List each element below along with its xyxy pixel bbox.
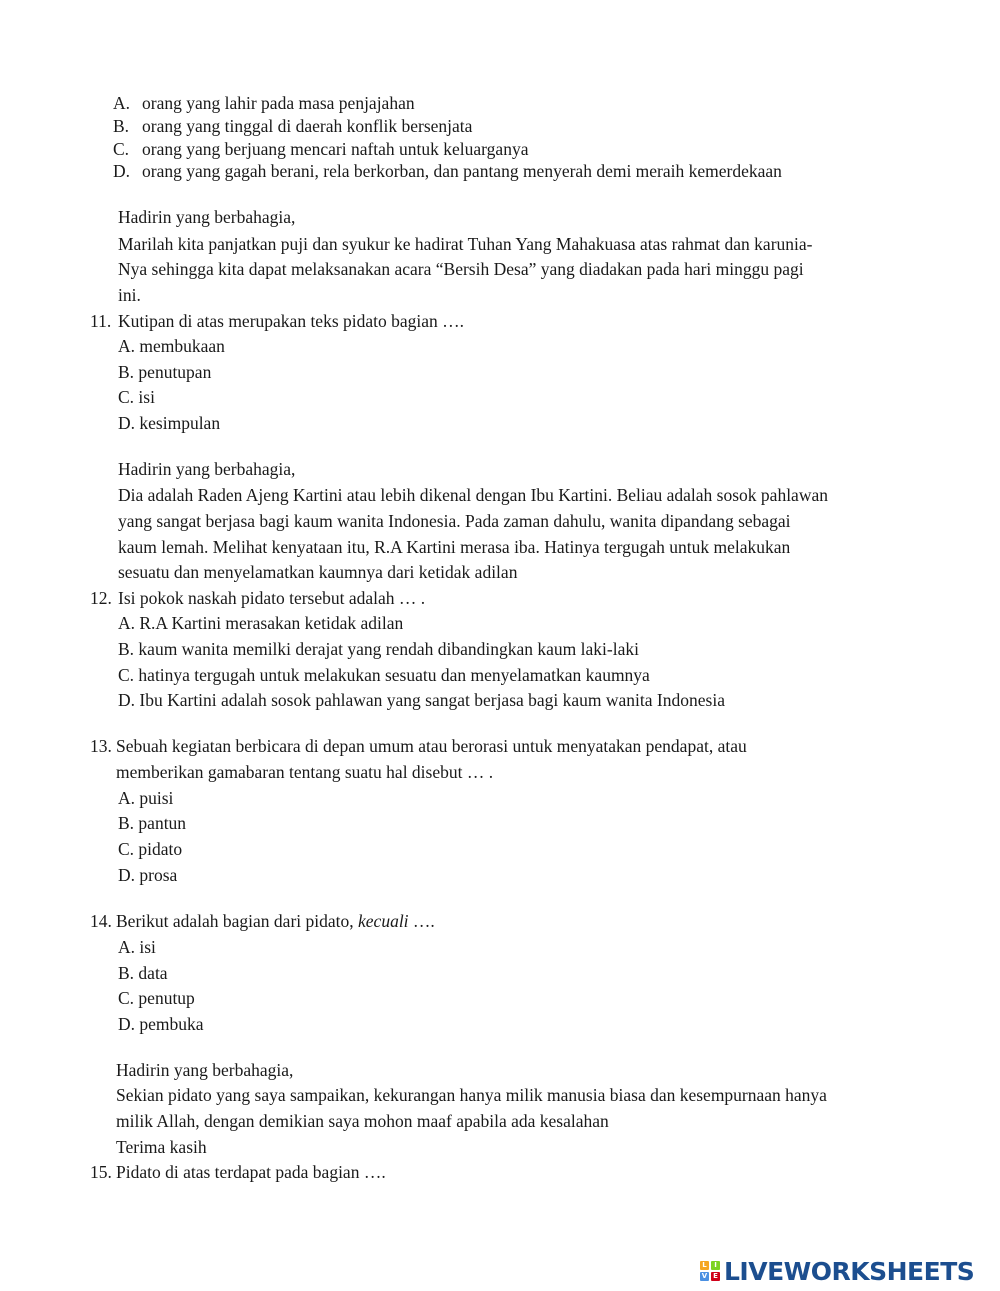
q10-option-b-letter: B. — [113, 116, 130, 136]
q12-option-b[interactable]: B. kaum wanita memilki derajat yang rendah dibandingkan kaum laki-laki — [118, 639, 639, 659]
q15-question: Pidato di atas terdapat pada bagian …. — [116, 1162, 386, 1182]
passage-3-line: Sekian pidato yang saya sampaikan, kekurangan hanya milik manusia biasa dan kesempurnaan hanya — [116, 1085, 827, 1105]
q10-option-d: orang yang gagah berani, rela berkorban, dan pantang menyerah demi meraih kemerdekaan — [142, 161, 782, 181]
passage-1-line: Nya sehingga kita dapat melaksanakan acara “Bersih Desa” yang diadakan pada hari minggu pagi — [118, 259, 804, 279]
logo-mark-e: E — [711, 1272, 720, 1281]
logo-mark-i: I — [711, 1261, 720, 1270]
q14-question — [116, 910, 435, 932]
liveworksheets-logo — [700, 1256, 974, 1286]
logo-mark-v: V — [701, 1272, 708, 1280]
passage-3-line: milik Allah, dengan demikian saya mohon maaf apabila ada kesalahan — [116, 1111, 609, 1131]
q13-number: 13. — [90, 736, 112, 756]
q13-question-line: memberikan gamabaran tentang suatu hal disebut … . — [116, 762, 494, 782]
passage-3-line: Terima kasih — [116, 1137, 207, 1157]
q12-option-c[interactable]: C. hatinya tergugah untuk melakukan sesuatu dan menyelamatkan kaumnya — [118, 665, 650, 685]
q11-option-c[interactable]: C. isi — [118, 387, 155, 407]
passage-2-line: Hadirin yang berbahagia, — [118, 459, 296, 479]
passage-2-line: sesuatu dan menyelamatkan kaumnya dari ketidak adilan — [118, 562, 518, 582]
q14-question-post: …. — [408, 911, 435, 931]
q14-option-b[interactable]: B. data — [118, 963, 168, 983]
q10-option-d-letter: D. — [113, 161, 131, 181]
q10-option-b: orang yang tinggal di daerah konflik bersenjata — [142, 116, 473, 136]
q11-option-b[interactable]: B. penutupan — [118, 362, 212, 382]
q12-number: 12. — [90, 588, 112, 608]
q14-question-pre: Berikut adalah bagian dari pidato, — [116, 911, 359, 931]
q13-option-d[interactable]: D. prosa — [118, 865, 178, 885]
passage-2-line: kaum lemah. Melihat kenyataan itu, R.A Kartini merasa iba. Hatinya tergugah untuk melakukan — [118, 537, 791, 557]
passage-1-line: ini. — [118, 285, 141, 305]
q11-question: Kutipan di atas merupakan teks pidato bagian …. — [118, 311, 465, 331]
q12-option-d[interactable]: D. Ibu Kartini adalah sosok pahlawan yang sangat berjasa bagi kaum wanita Indonesia — [118, 690, 725, 710]
q13-option-b[interactable]: B. pantun — [118, 813, 187, 833]
passage-3-line: Hadirin yang berbahagia, — [116, 1060, 294, 1080]
q12-option-a[interactable]: A. R.A Kartini merasakan ketidak adilan — [118, 613, 404, 633]
q14-question-emphasis: kecuali — [358, 911, 409, 931]
q15-number: 15. — [90, 1162, 112, 1182]
liveworksheets-wordmark: LIVEWORKSHEETS — [724, 1256, 975, 1286]
logo-mark-l: L — [700, 1261, 709, 1270]
q13-question-line: Sebuah kegiatan berbicara di depan umum atau berorasi untuk menyatakan pendapat, atau — [116, 736, 747, 756]
q11-option-d[interactable]: D. kesimpulan — [118, 413, 221, 433]
q10-option-c-letter: C. — [113, 139, 130, 159]
passage-2-line: yang sangat berjasa bagi kaum wanita Indonesia. Pada zaman dahulu, wanita dipandang sebagai — [118, 511, 791, 531]
q11-option-a[interactable]: A. membukaan — [118, 336, 225, 356]
passage-1-line: Marilah kita panjatkan puji dan syukur ke hadirat Tuhan Yang Mahakuasa atas rahmat dan karunia- — [118, 234, 813, 254]
q12-question: Isi pokok naskah pidato tersebut adalah … . — [118, 588, 426, 608]
q10-option-a: orang yang lahir pada masa penjajahan — [142, 93, 415, 113]
q14-option-a[interactable]: A. isi — [118, 937, 156, 957]
q13-option-a[interactable]: A. puisi — [118, 788, 174, 808]
q13-option-c[interactable]: C. pidato — [118, 839, 183, 859]
liveworksheets-mark-icon — [700, 1261, 720, 1281]
q14-number: 14. — [90, 911, 112, 931]
q14-option-c[interactable]: C. penutup — [118, 988, 195, 1008]
q10-option-a-letter: A. — [113, 93, 131, 113]
q10-option-c: orang yang berjuang mencari naftah untuk keluarganya — [142, 139, 529, 159]
q14-option-d[interactable]: D. pembuka — [118, 1014, 204, 1034]
passage-1-line: Hadirin yang berbahagia, — [118, 207, 296, 227]
q11-number: 11. — [90, 311, 112, 331]
passage-2-line: Dia adalah Raden Ajeng Kartini atau lebih dikenal dengan Ibu Kartini. Beliau adalah sosok pahlawan — [118, 485, 828, 505]
